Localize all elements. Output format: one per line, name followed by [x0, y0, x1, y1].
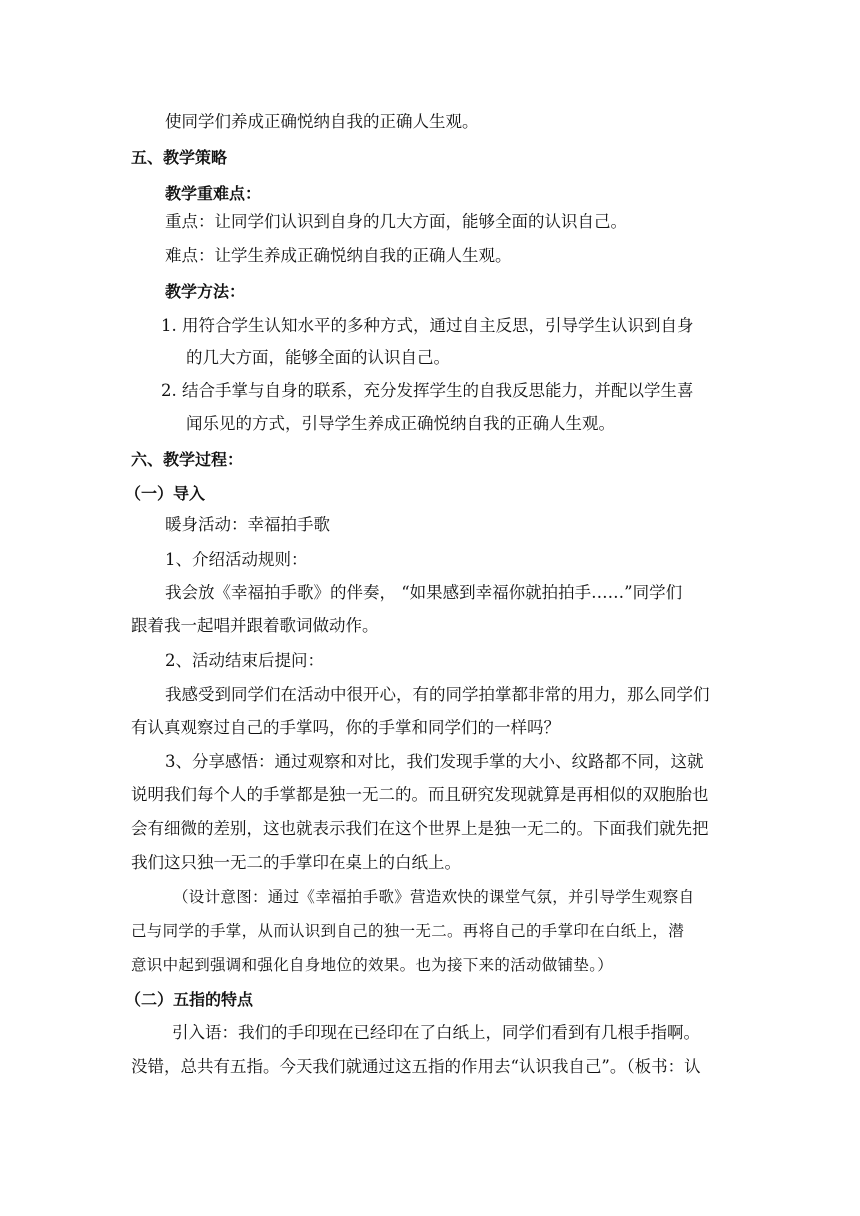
- text-line: 引入语：我们的手印现在已经印在了白纸上，同学们看到有几根手指啊。: [172, 1023, 700, 1042]
- design-note: （设计意图：通过《幸福拍手歌》营造欢快的课堂气氛，并引导学生观察自: [173, 888, 695, 906]
- text-line: 会有细微的差别，这也就表示我们在这个世界上是独一无二的。下面我们就先把: [131, 819, 709, 838]
- subheading: 教学方法：: [165, 282, 246, 301]
- text-line: 难点：让学生养成正确悦纳自我的正确人生观。: [165, 246, 512, 265]
- section-heading: 五、教学策略: [131, 148, 228, 167]
- text-line: 1、介绍活动规则：: [165, 550, 308, 569]
- list-item-continuation: 的几大方面，能够全面的认识自己。: [186, 348, 450, 367]
- text-line: 有认真观察过自己的手掌吗，你的手掌和同学们的一样吗？: [131, 718, 560, 737]
- text-line: 2、活动结束后提问：: [165, 651, 324, 670]
- text-line: 我会放《幸福拍手歌》的伴奏， “如果感到幸福你就拍拍手……”同学们: [165, 583, 683, 602]
- subsection-heading: （二）五指的特点: [125, 990, 254, 1009]
- list-item: 2. 结合手掌与自身的联系，充分发挥学生的自我反思能力，并配以学生喜: [161, 381, 694, 400]
- text-line: 没错，总共有五指。今天我们就通过这五指的作用去“认识我自己”。（板书：认: [131, 1057, 701, 1076]
- text-line: 重点：让同学们认识到自身的几大方面，能够全面的认识自己。: [165, 212, 627, 231]
- text-line: 说明我们每个人的手掌都是独一无二的。而且研究发现就算是再相似的双胞胎也: [131, 785, 709, 804]
- subsection-heading: （一）导入: [125, 484, 206, 503]
- text-line: 使同学们养成正确悦纳自我的正确人生观。: [165, 112, 479, 131]
- design-note: 己与同学的手掌，从而认识到自己的独一无二。再将自己的手掌印在白纸上，潜: [131, 922, 685, 940]
- text-line: 我们这只独一无二的手掌印在桌上的白纸上。: [131, 853, 461, 872]
- design-note: 意识中起到强调和强化自身地位的效果。也为接下来的活动做铺垫。）: [131, 956, 614, 974]
- text-line: 暖身活动：幸福拍手歌: [165, 515, 330, 534]
- list-item: 1. 用符合学生认知水平的多种方式，通过自主反思，引导学生认识到自身: [161, 316, 694, 335]
- text-line: 3、分享感悟：通过观察和对比，我们发现手掌的大小、纹路都不同，这就: [165, 752, 704, 771]
- text-line: 跟着我一起唱并跟着歌词做动作。: [131, 616, 379, 635]
- list-item-continuation: 闻乐见的方式，引导学生养成正确悦纳自我的正确人生观。: [186, 414, 615, 433]
- section-heading: 六、教学过程：: [131, 450, 244, 469]
- subheading: 教学重难点：: [165, 184, 262, 203]
- text-line: 我感受到同学们在活动中很开心，有的同学拍掌都非常的用力，那么同学们: [165, 685, 710, 704]
